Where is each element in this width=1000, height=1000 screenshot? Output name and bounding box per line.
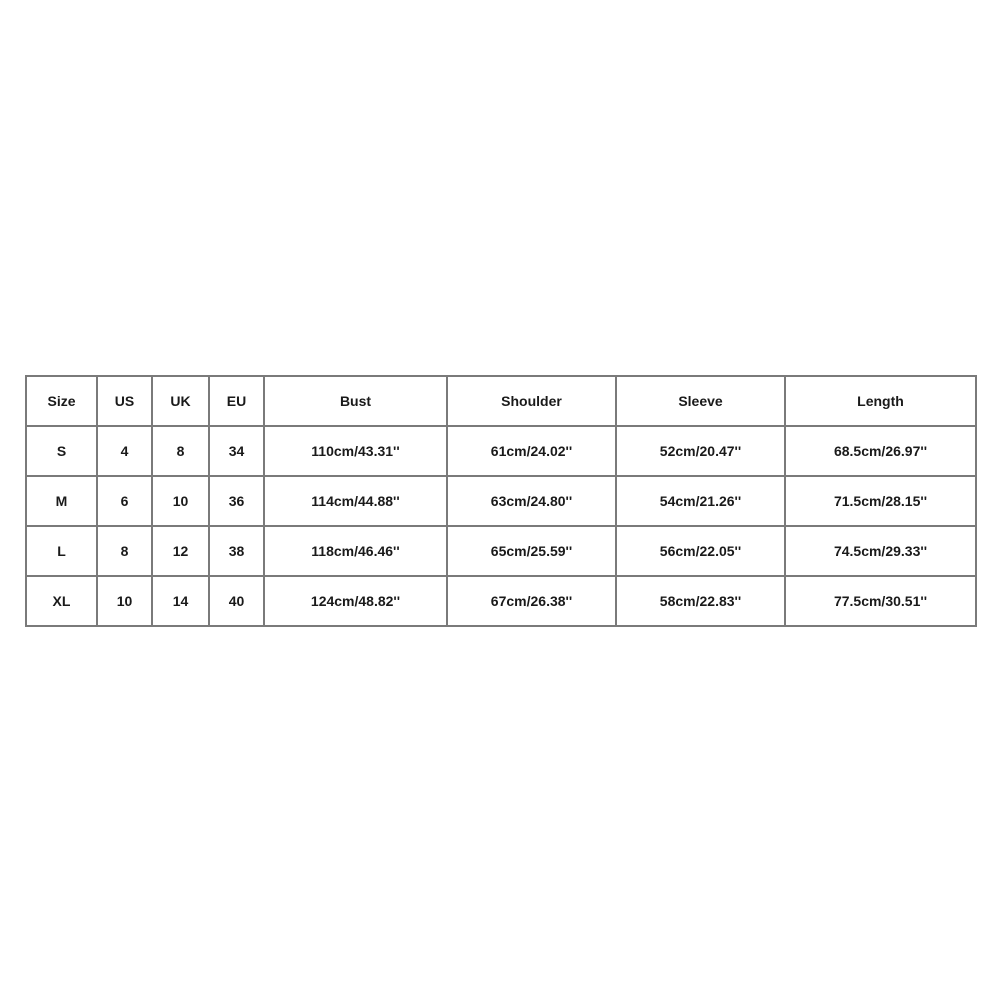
cell-shoulder: 61cm/24.02'' (447, 426, 616, 476)
table-row (26, 476, 976, 526)
cell-us: 6 (97, 476, 152, 526)
cell-size: L (26, 526, 97, 576)
header-eu: EU (209, 376, 264, 426)
table-row (26, 576, 976, 626)
cell-length: 77.5cm/30.51'' (785, 576, 976, 626)
cell-size: S (26, 426, 97, 476)
header-bust: Bust (264, 376, 447, 426)
cell-length: 71.5cm/28.15'' (785, 476, 976, 526)
cell-sleeve: 54cm/21.26'' (616, 476, 785, 526)
header-shoulder: Shoulder (447, 376, 616, 426)
cell-us: 10 (97, 576, 152, 626)
cell-eu: 36 (209, 476, 264, 526)
cell-shoulder: 65cm/25.59'' (447, 526, 616, 576)
cell-bust: 124cm/48.82'' (264, 576, 447, 626)
cell-bust: 114cm/44.88'' (264, 476, 447, 526)
table-row (26, 426, 976, 476)
header-sleeve: Sleeve (616, 376, 785, 426)
size-chart-table (25, 375, 977, 627)
cell-length: 74.5cm/29.33'' (785, 526, 976, 576)
cell-length: 68.5cm/26.97'' (785, 426, 976, 476)
cell-uk: 14 (152, 576, 209, 626)
cell-bust: 110cm/43.31'' (264, 426, 447, 476)
cell-bust: 118cm/46.46'' (264, 526, 447, 576)
header-row (26, 376, 976, 426)
header-us: US (97, 376, 152, 426)
cell-shoulder: 67cm/26.38'' (447, 576, 616, 626)
cell-eu: 40 (209, 576, 264, 626)
cell-size: M (26, 476, 97, 526)
cell-eu: 34 (209, 426, 264, 476)
cell-uk: 8 (152, 426, 209, 476)
header-size: Size (26, 376, 97, 426)
cell-size: XL (26, 576, 97, 626)
cell-sleeve: 56cm/22.05'' (616, 526, 785, 576)
header-length: Length (785, 376, 976, 426)
table-row (26, 526, 976, 576)
cell-us: 8 (97, 526, 152, 576)
cell-uk: 10 (152, 476, 209, 526)
header-uk: UK (152, 376, 209, 426)
cell-us: 4 (97, 426, 152, 476)
cell-sleeve: 52cm/20.47'' (616, 426, 785, 476)
cell-eu: 38 (209, 526, 264, 576)
cell-sleeve: 58cm/22.83'' (616, 576, 785, 626)
cell-shoulder: 63cm/24.80'' (447, 476, 616, 526)
cell-uk: 12 (152, 526, 209, 576)
